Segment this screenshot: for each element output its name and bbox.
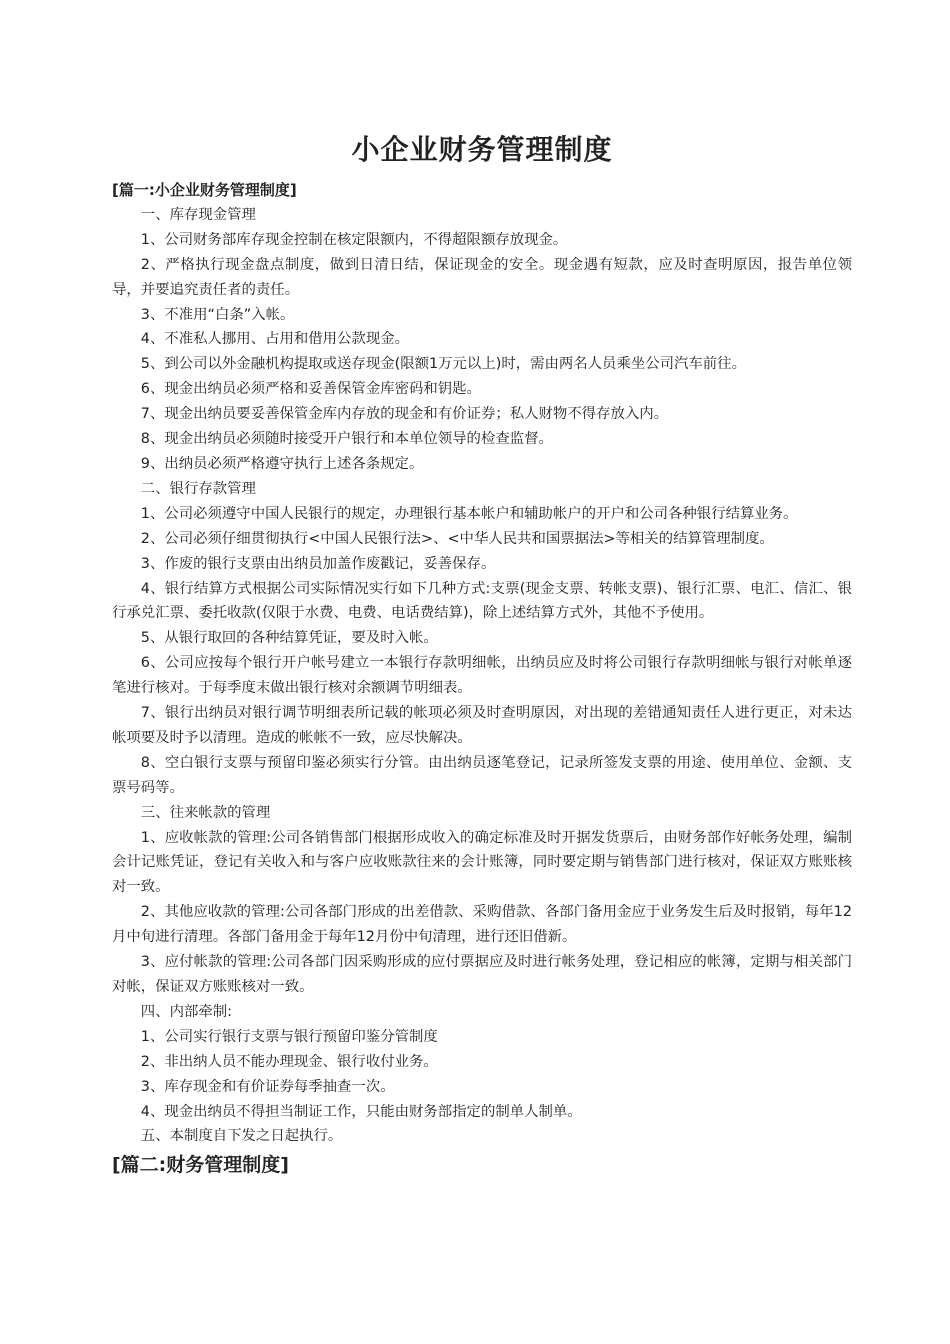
section-bank <box>112 477 852 801</box>
paragraph: 2、非出纳人员不能办理现金、银行收付业务。 <box>140 1053 438 1070</box>
section-heading: 三、往来帐款的管理 <box>140 804 271 821</box>
paragraph: 3、不准用“白条”入帐。 <box>140 306 295 323</box>
paragraph: 1、应收帐款的管理:公司各销售部门根据形成收入的确定标准及时开据发货票后，由财务部作好帐务处理，编制会计记账凭证，登记有关收入和与客户应收账款往来的会计账簿，同时要定期与销售部门进行核对，保证双方账账核对一致。 <box>112 829 852 896</box>
paragraph: 7、现金出纳员要妥善保管金库内存放的现金和有价证券；私人财物不得存放入内。 <box>140 406 669 423</box>
part-two-heading: [篇二:财务管理制度] <box>112 1154 289 1177</box>
section-cash <box>112 203 852 477</box>
paragraph: 7、银行出纳员对银行调节明细表所记载的帐项必须及时查明原因，对出现的差错通知责任人进行更正，对未达帐项要及时予以清理。造成的帐帐不一致，应尽快解决。 <box>112 705 852 746</box>
paragraph: 5、到公司以外金融机构提取或送存现金(限额1万元以上)时，需由两名人员乘坐公司汽车前往。 <box>140 356 746 373</box>
section-heading: 一、库存现金管理 <box>140 206 256 223</box>
paragraph: 8、现金出纳员必须随时接受开户银行和本单位领导的检查监督。 <box>140 431 553 448</box>
paragraph: 3、作废的银行支票由出纳员加盖作废戳记，妥善保存。 <box>140 555 496 572</box>
paragraph: 9、出纳员必须严格遵守执行上述各条规定。 <box>140 455 424 472</box>
paragraph: 2、严格执行现金盘点制度，做到日清日结，保证现金的安全。现金遇有短款，应及时查明原因，报告单位领导，并要追究责任者的责任。 <box>112 256 852 298</box>
paragraph: 1、公司必须遵守中国人民银行的规定，办理银行基本帐户和辅助帐户的开户和公司各种银行结算业务。 <box>140 505 798 522</box>
part-one-heading: [篇一:小企业财务管理制度] <box>112 181 297 199</box>
section-heading: 五、本制度自下发之日起执行。 <box>140 1128 343 1145</box>
section-heading: 四、内部牵制: <box>140 1003 232 1020</box>
document-page <box>112 128 852 1179</box>
paragraph: 1、公司财务部库存现金控制在核定限额内，不得超限额存放现金。 <box>140 231 568 248</box>
paragraph: 4、银行结算方式根据公司实际情况实行如下几种方式:支票(现金支票、转帐支票)、银行汇票、电汇、信汇、银行承兑汇票、委托收款(仅限于水费、电费、电话费结算)，除上述结算方式外，其他不予使用。 <box>112 580 852 622</box>
paragraph: 3、库存现金和有价证券每季抽查一次。 <box>140 1078 395 1095</box>
section-internal-control <box>112 1000 852 1125</box>
section-heading: 二、银行存款管理 <box>140 480 256 497</box>
paragraph: 6、公司应按每个银行开户帐号建立一本银行存款明细帐，出纳员应及时将公司银行存款明细帐与银行对帐单逐笔进行核对。于每季度末做出银行核对余额调节明细表。 <box>112 655 852 697</box>
document-title: 小企业财务管理制度 <box>351 133 613 166</box>
section-accounts <box>112 801 852 1000</box>
paragraph: 3、应付帐款的管理:公司各部门因采购形成的应付票据应及时进行帐务处理，登记相应的帐簿，定期与相关部门对帐，保证双方账账核对一致。 <box>112 954 852 995</box>
paragraph: 6、现金出纳员必须严格和妥善保管金库密码和钥匙。 <box>140 381 481 398</box>
paragraph: 5、从银行取回的各种结算凭证，要及时入帐。 <box>140 630 438 647</box>
paragraph: 4、不准私人挪用、占用和借用公款现金。 <box>140 331 409 348</box>
paragraph: 8、空白银行支票与预留印鉴必须实行分管。由出纳员逐笔登记，记录所签发支票的用途、使用单位、金额、支票号码等。 <box>112 754 852 796</box>
paragraph: 4、现金出纳员不得担当制证工作，只能由财务部指定的制单人制单。 <box>140 1103 582 1120</box>
paragraph: 1、公司实行银行支票与银行预留印鉴分管制度 <box>140 1028 438 1045</box>
paragraph: 2、其他应收款的管理:公司各部门形成的出差借款、采购借款、各部门备用金应于业务发生后及时报销，每年12月中旬进行清理。各部门备用金于每年12月份中旬清理，进行还旧借新。 <box>112 904 852 946</box>
paragraph: 2、公司必须仔细贯彻执行<中国人民银行法>、<中华人民共和国票据法>等相关的结算管理制度。 <box>140 530 774 547</box>
